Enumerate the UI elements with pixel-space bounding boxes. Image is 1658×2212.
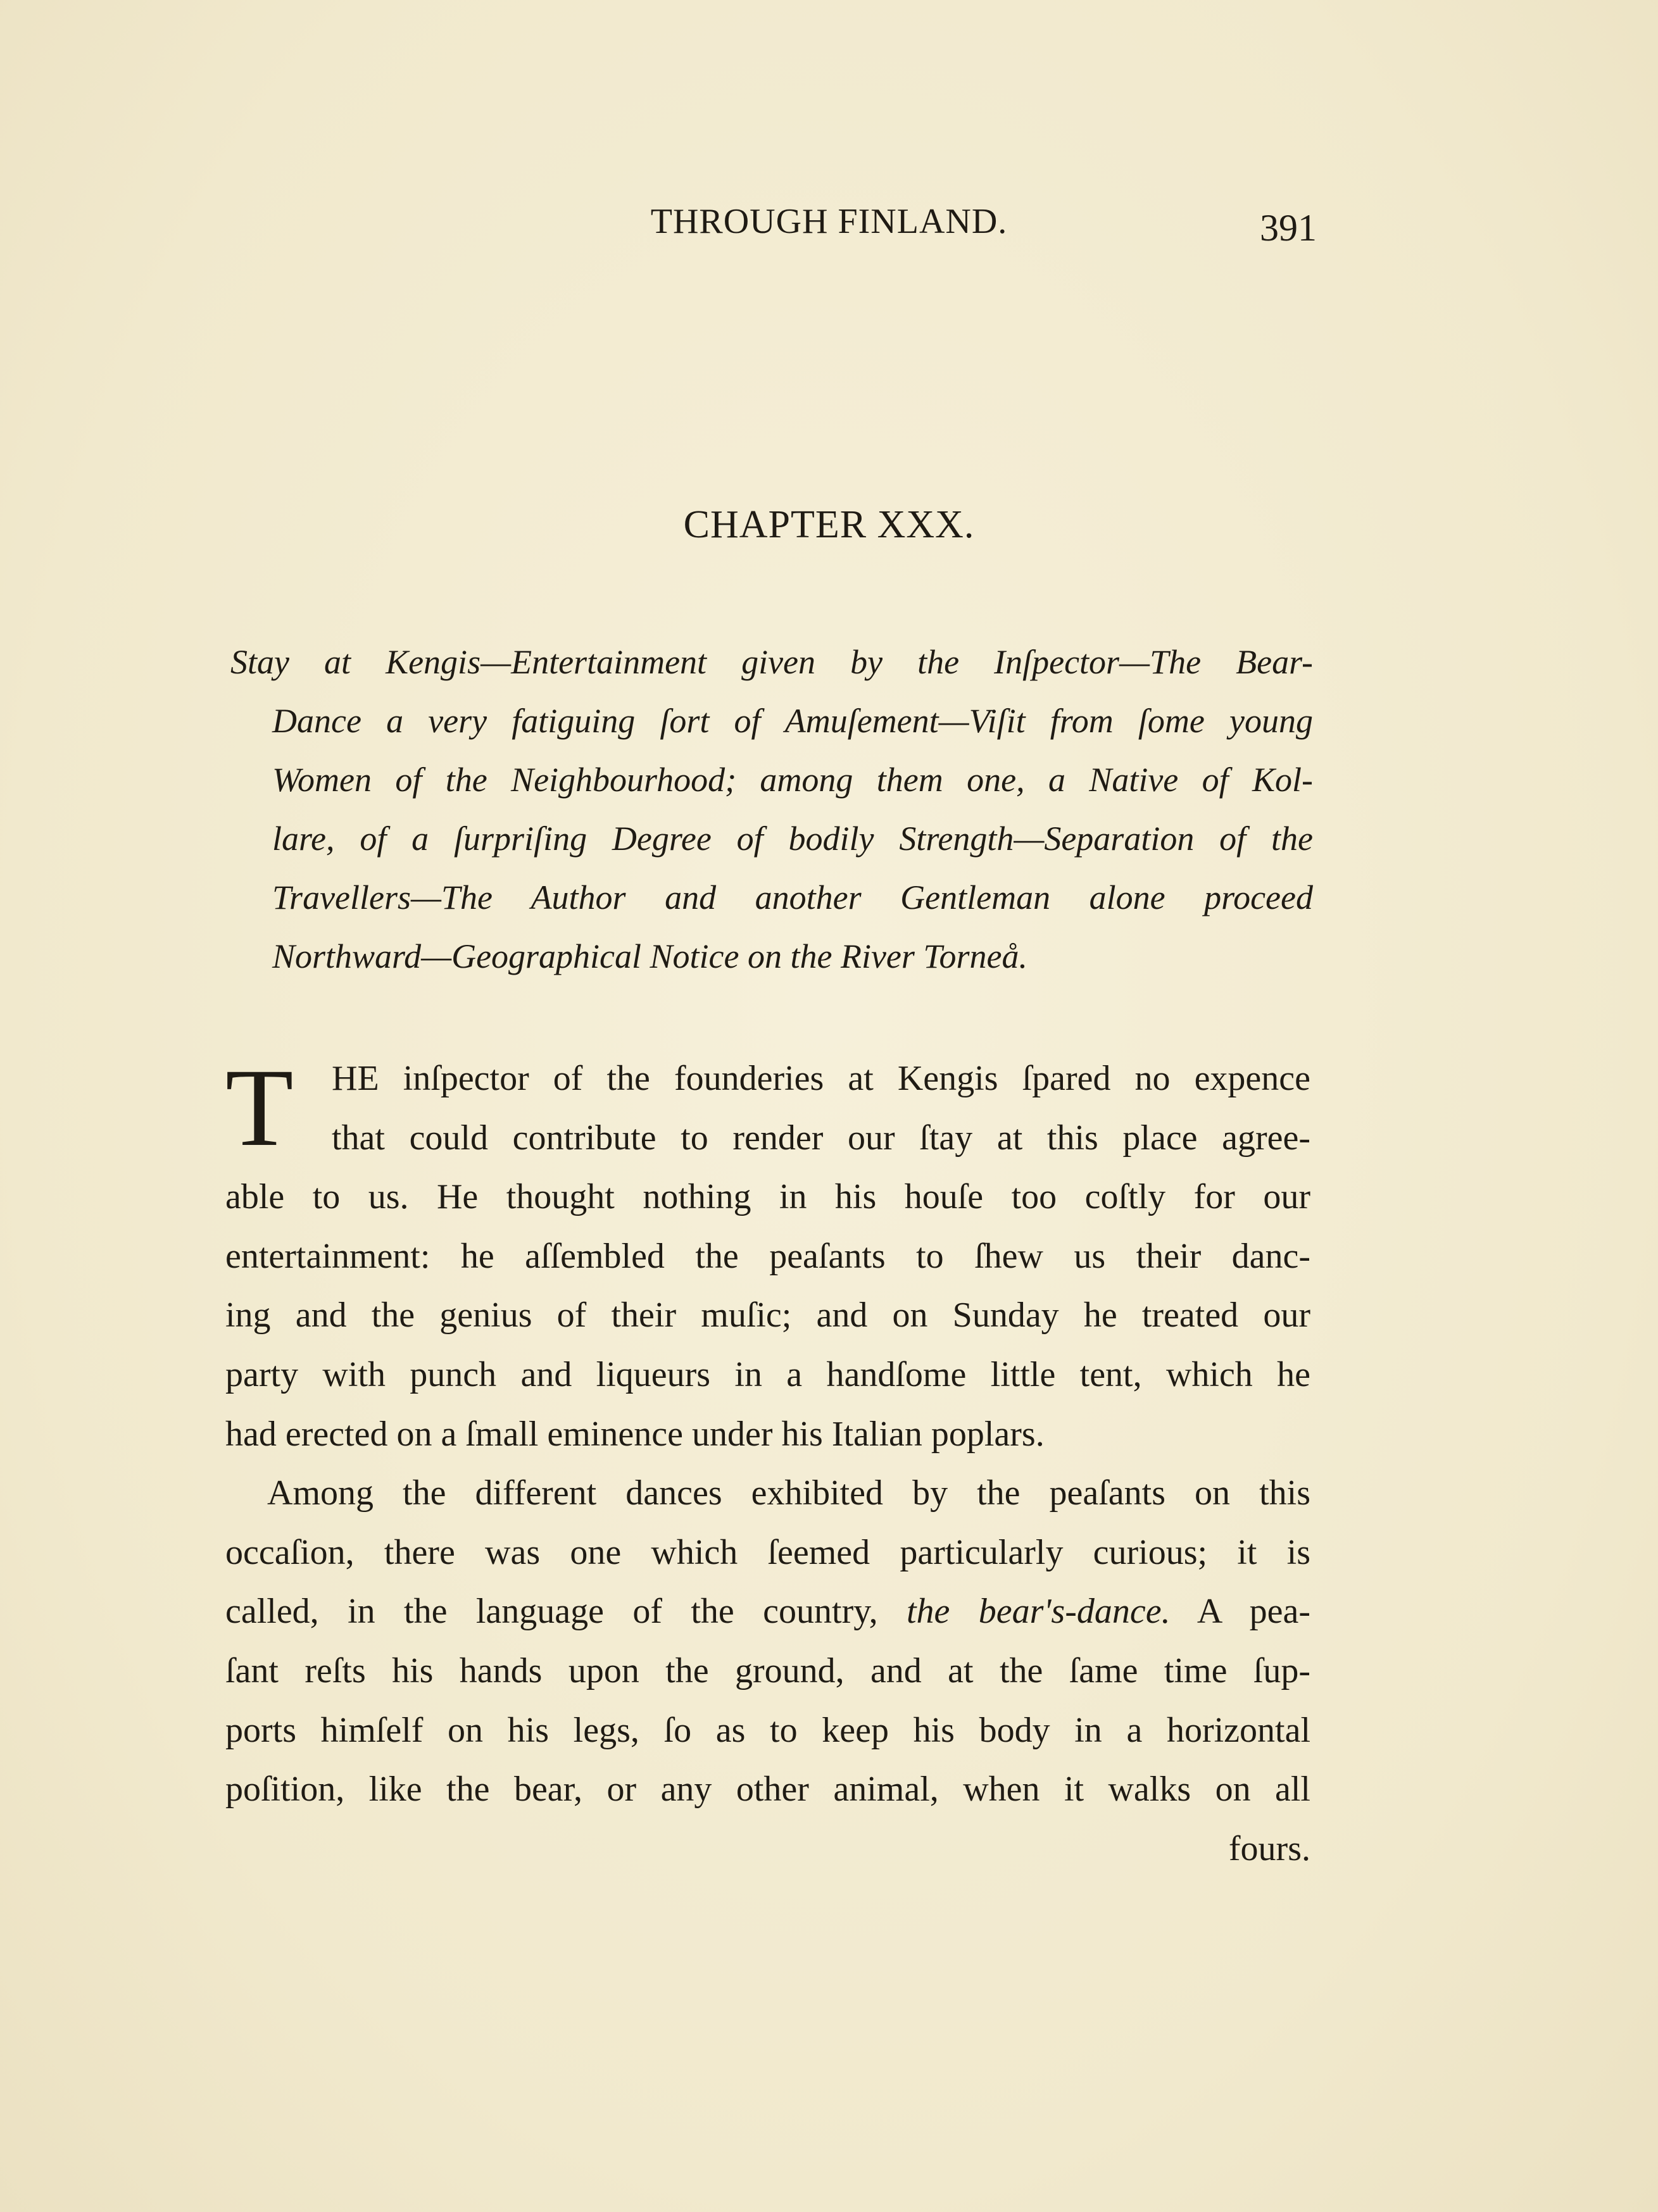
paragraph-line: ports himſelf on his legs, ſo as to keep his body in a horizontal: [225, 1710, 1310, 1750]
paragraph-line-mixed: [225, 1582, 1310, 1642]
summary-line: Dance a very fatiguing ſort of Amuſement—Viſit from ſome young: [272, 702, 1313, 740]
chapter-summary: [230, 633, 1313, 986]
paragraph-line: ſant reſts his hands upon the ground, and at the ſame time ſup-: [225, 1651, 1310, 1690]
paragraph-line: entertainment: he aſſembled the peaſants to ſhew us their danc-: [225, 1236, 1310, 1276]
text-run: called, in the language of the country,: [225, 1592, 878, 1632]
chapter-title: CHAPTER XXX.: [683, 503, 975, 546]
page-number: 391: [1260, 207, 1317, 249]
summary-line: Northward—Geographical Notice on the River Torneå.: [272, 937, 1027, 975]
text-run: A pea-: [1196, 1592, 1311, 1632]
summary-line: Travellers—The Author and another Gentleman alone proceed: [272, 878, 1313, 916]
summary-line: lare, of a ſurpriſing Degree of bodily Strength—Separation of the: [272, 820, 1313, 858]
summary-line: Stay at Kengis—Entertainment given by the Inſpector—The Bear-: [230, 643, 1313, 681]
drop-cap: T: [225, 1046, 294, 1170]
running-head: THROUGH FINLAND.: [650, 202, 1008, 241]
paragraph-line: able to us. He thought nothing in his houſe too coſtly for our: [225, 1177, 1310, 1217]
summary-line: Women of the Neighbourhood; among them one, a Native of Kol-: [272, 761, 1313, 799]
paragraph-line: that could contribute to render our ſtay at this place agree-: [332, 1118, 1310, 1158]
paragraph-line: had erected on a ſmall eminence under his Italian poplars.: [225, 1414, 1045, 1454]
paragraph-line: poſition, like the bear, or any other animal, when it walks on all: [225, 1770, 1310, 1809]
catchword: fours.: [1228, 1828, 1310, 1868]
paragraph-line: occaſion, there was one which ſeemed particularly curious; it is: [225, 1532, 1310, 1572]
paragraph-line: HE inſpector of the founderies at Kengis ſpared no expence: [332, 1059, 1310, 1098]
italic-term: the bear's-dance.: [907, 1592, 1171, 1632]
paragraph-line: party with punch and liqueurs in a handſome little tent, which he: [225, 1354, 1310, 1394]
body-text: [225, 1046, 1311, 1878]
paragraph-line: Among the different dances exhibited by the peaſants on this: [267, 1473, 1310, 1513]
paragraph-line: ing and the genius of their muſic; and on Sunday he treated our: [225, 1296, 1310, 1335]
